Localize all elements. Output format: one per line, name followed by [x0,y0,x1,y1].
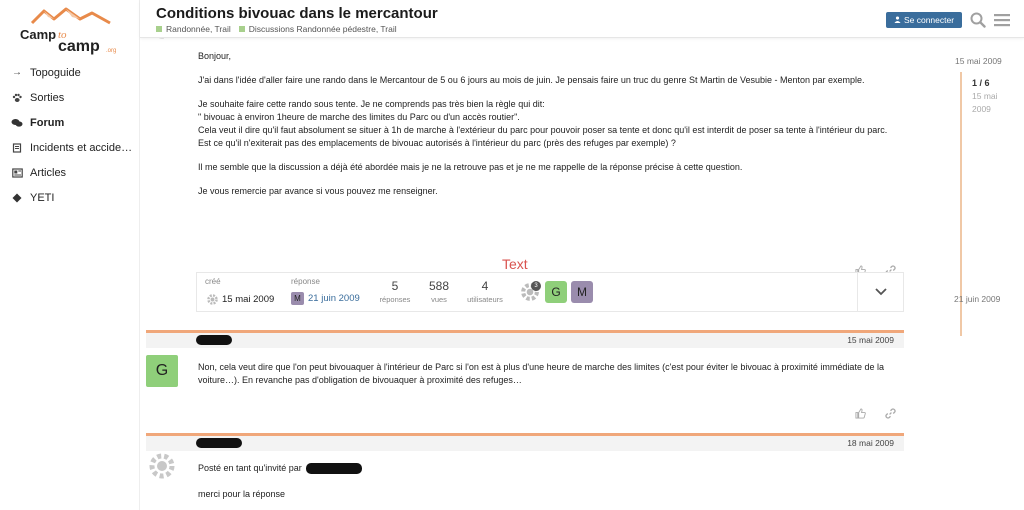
post-paragraph [198,98,898,150]
last-reply-value [291,292,360,305]
redacted-username [306,463,362,474]
sidebar [0,0,140,510]
category-label: Discussions Randonnée pédestre, Trail [248,24,397,34]
reply-header [146,436,904,451]
users-count: 4 [481,279,489,293]
reply-date[interactable]: 18 mai 2009 [847,438,894,448]
created-date: 15 mai 2009 [222,293,275,305]
created-info [205,277,274,306]
timeline-position: 1 / 6 [972,78,990,88]
redacted-username [196,335,232,345]
participant-count-badge: 3 [531,281,541,291]
post-paragraph: Il me semble que la discussion a déjà été abordée mais je ne la retrouve pas et je ne me rappelle de la réponse précise à cette question. [198,162,743,172]
camptocamp-logo[interactable] [14,5,124,57]
reply-label: réponse [291,277,320,286]
post-paragraph: Je vous remercie par avance si vous pouvez me renseigner. [198,186,438,196]
posted-as-guest-label: Posté en tant qu'invité par [198,463,302,473]
sidebar-item-label: Forum [30,116,65,129]
topic-header [140,0,1024,38]
category-color-swatch [156,26,162,32]
timeline-position-year: 2009 [972,104,991,114]
sidebar-item-label: Sorties [30,91,65,104]
gear-icon [205,292,219,306]
avatar[interactable]: G [545,281,567,303]
arrow-right-icon: → [12,67,22,78]
svg-text:Camp: Camp [20,27,57,42]
post-line: Cela veut il dire qu'il faut absolument se situer à 1h de marche à l'extérieur du parc pour pouvoir poser sa tente et donc qu'il est interdit de poser sa tente à l'intérieur du parc. Est ce qu'il n'exiterait pas des emplacements de bivouac autorisés à l'intérieur du parc (près des refuges par exemple) ? [198,125,888,148]
post-paragraph: Bonjour, [198,51,232,61]
reply-meta [198,462,898,475]
post-line: " bivouac à environ 1heure de marche des limites du Parc ou d'un accès routier". [198,112,520,122]
annotation-label: Text [502,256,528,272]
created-value [205,292,274,306]
reply-date[interactable]: 15 mai 2009 [847,335,894,345]
svg-text:.org: .org [106,48,117,54]
avatar: M [291,292,304,305]
reply-text: Non, cela veut dire que l'on peut bivouaquer à l'intérieur de Parc si l'on est à plus d'une heure de marche des limites (c'est pour éviter le bivouac à proximité immédiate de la voiture…). En revanche pas d'obligation de bivouaquer à proximité des refuges… [198,362,884,385]
sidebar-item-yeti[interactable] [0,185,140,210]
views-count: 588 [428,279,450,293]
newspaper-icon [10,168,24,178]
chat-icon [10,118,24,128]
sidebar-item-incidents[interactable] [0,135,140,160]
login-label: Se connecter [903,15,955,25]
views-label: vues [431,295,447,304]
sidebar-nav [0,60,140,210]
participant-gear-avatar[interactable] [519,281,543,305]
post-body [198,50,898,209]
timeline-start-date[interactable]: 15 mai 2009 [955,56,1002,66]
topic-timeline [940,50,1024,310]
replies-count: 5 [391,279,399,293]
reply-post [146,433,904,510]
search-icon[interactable] [968,10,988,30]
svg-text:camp: camp [58,38,100,55]
users-label: utilisateurs [467,295,503,304]
login-button[interactable] [886,12,962,28]
replies-label: réponses [379,295,411,304]
last-reply-date: 21 juin 2009 [308,293,360,304]
post-line: Je souhaite faire cette rando sous tente. Je ne comprends pas très bien la règle qui dit: [198,99,545,109]
last-reply-info[interactable] [291,277,360,305]
reply-text: merci pour la réponse [198,489,286,499]
sidebar-item-label: Incidents et accide… [30,141,133,154]
sidebar-item-label: Articles [30,166,67,179]
users-stat [457,279,513,304]
like-icon[interactable] [852,405,868,421]
timeline-end-date[interactable]: 21 juin 2009 [954,294,1001,304]
category-label: Randonnée, Trail [166,24,231,34]
created-label: créé [205,277,221,286]
avatar[interactable]: G [146,355,178,387]
sidebar-item-label: YETI [30,191,55,204]
redacted-username [196,438,242,448]
category-badges [156,24,397,34]
gear-icon [146,450,178,482]
sidebar-item-label: Topoguide [30,66,81,79]
timeline-position-date: 15 mai [972,91,998,101]
user-icon [894,16,901,25]
book-icon [10,143,24,153]
reply-post [146,330,904,430]
sidebar-item-sorties[interactable] [0,85,140,110]
post-paragraph: J'ai dans l'idée d'aller faire une rando dans le Mercantour de 5 ou 6 jours au mois de juin. Je pensais faire un truc du genre St Martin de Vesubie - Menton par exemple. [198,75,865,85]
svg-text:to: to [58,29,67,41]
sidebar-item-articles[interactable] [0,160,140,185]
avatar[interactable]: M [571,281,593,303]
page-title[interactable]: Conditions bivouac dans le mercantour [156,5,438,22]
reply-header [146,333,904,348]
category-color-swatch [239,26,245,32]
diamond-icon [10,193,24,203]
category-badge[interactable] [239,24,397,34]
sidebar-item-forum[interactable] [0,110,140,135]
chevron-down-icon[interactable] [857,273,903,311]
sidebar-item-topoguide[interactable] [0,60,140,85]
category-badge[interactable] [156,24,231,34]
topic-summary [196,272,904,312]
link-icon[interactable] [882,405,898,421]
paw-icon [10,93,24,103]
hamburger-menu-icon[interactable] [992,10,1012,30]
